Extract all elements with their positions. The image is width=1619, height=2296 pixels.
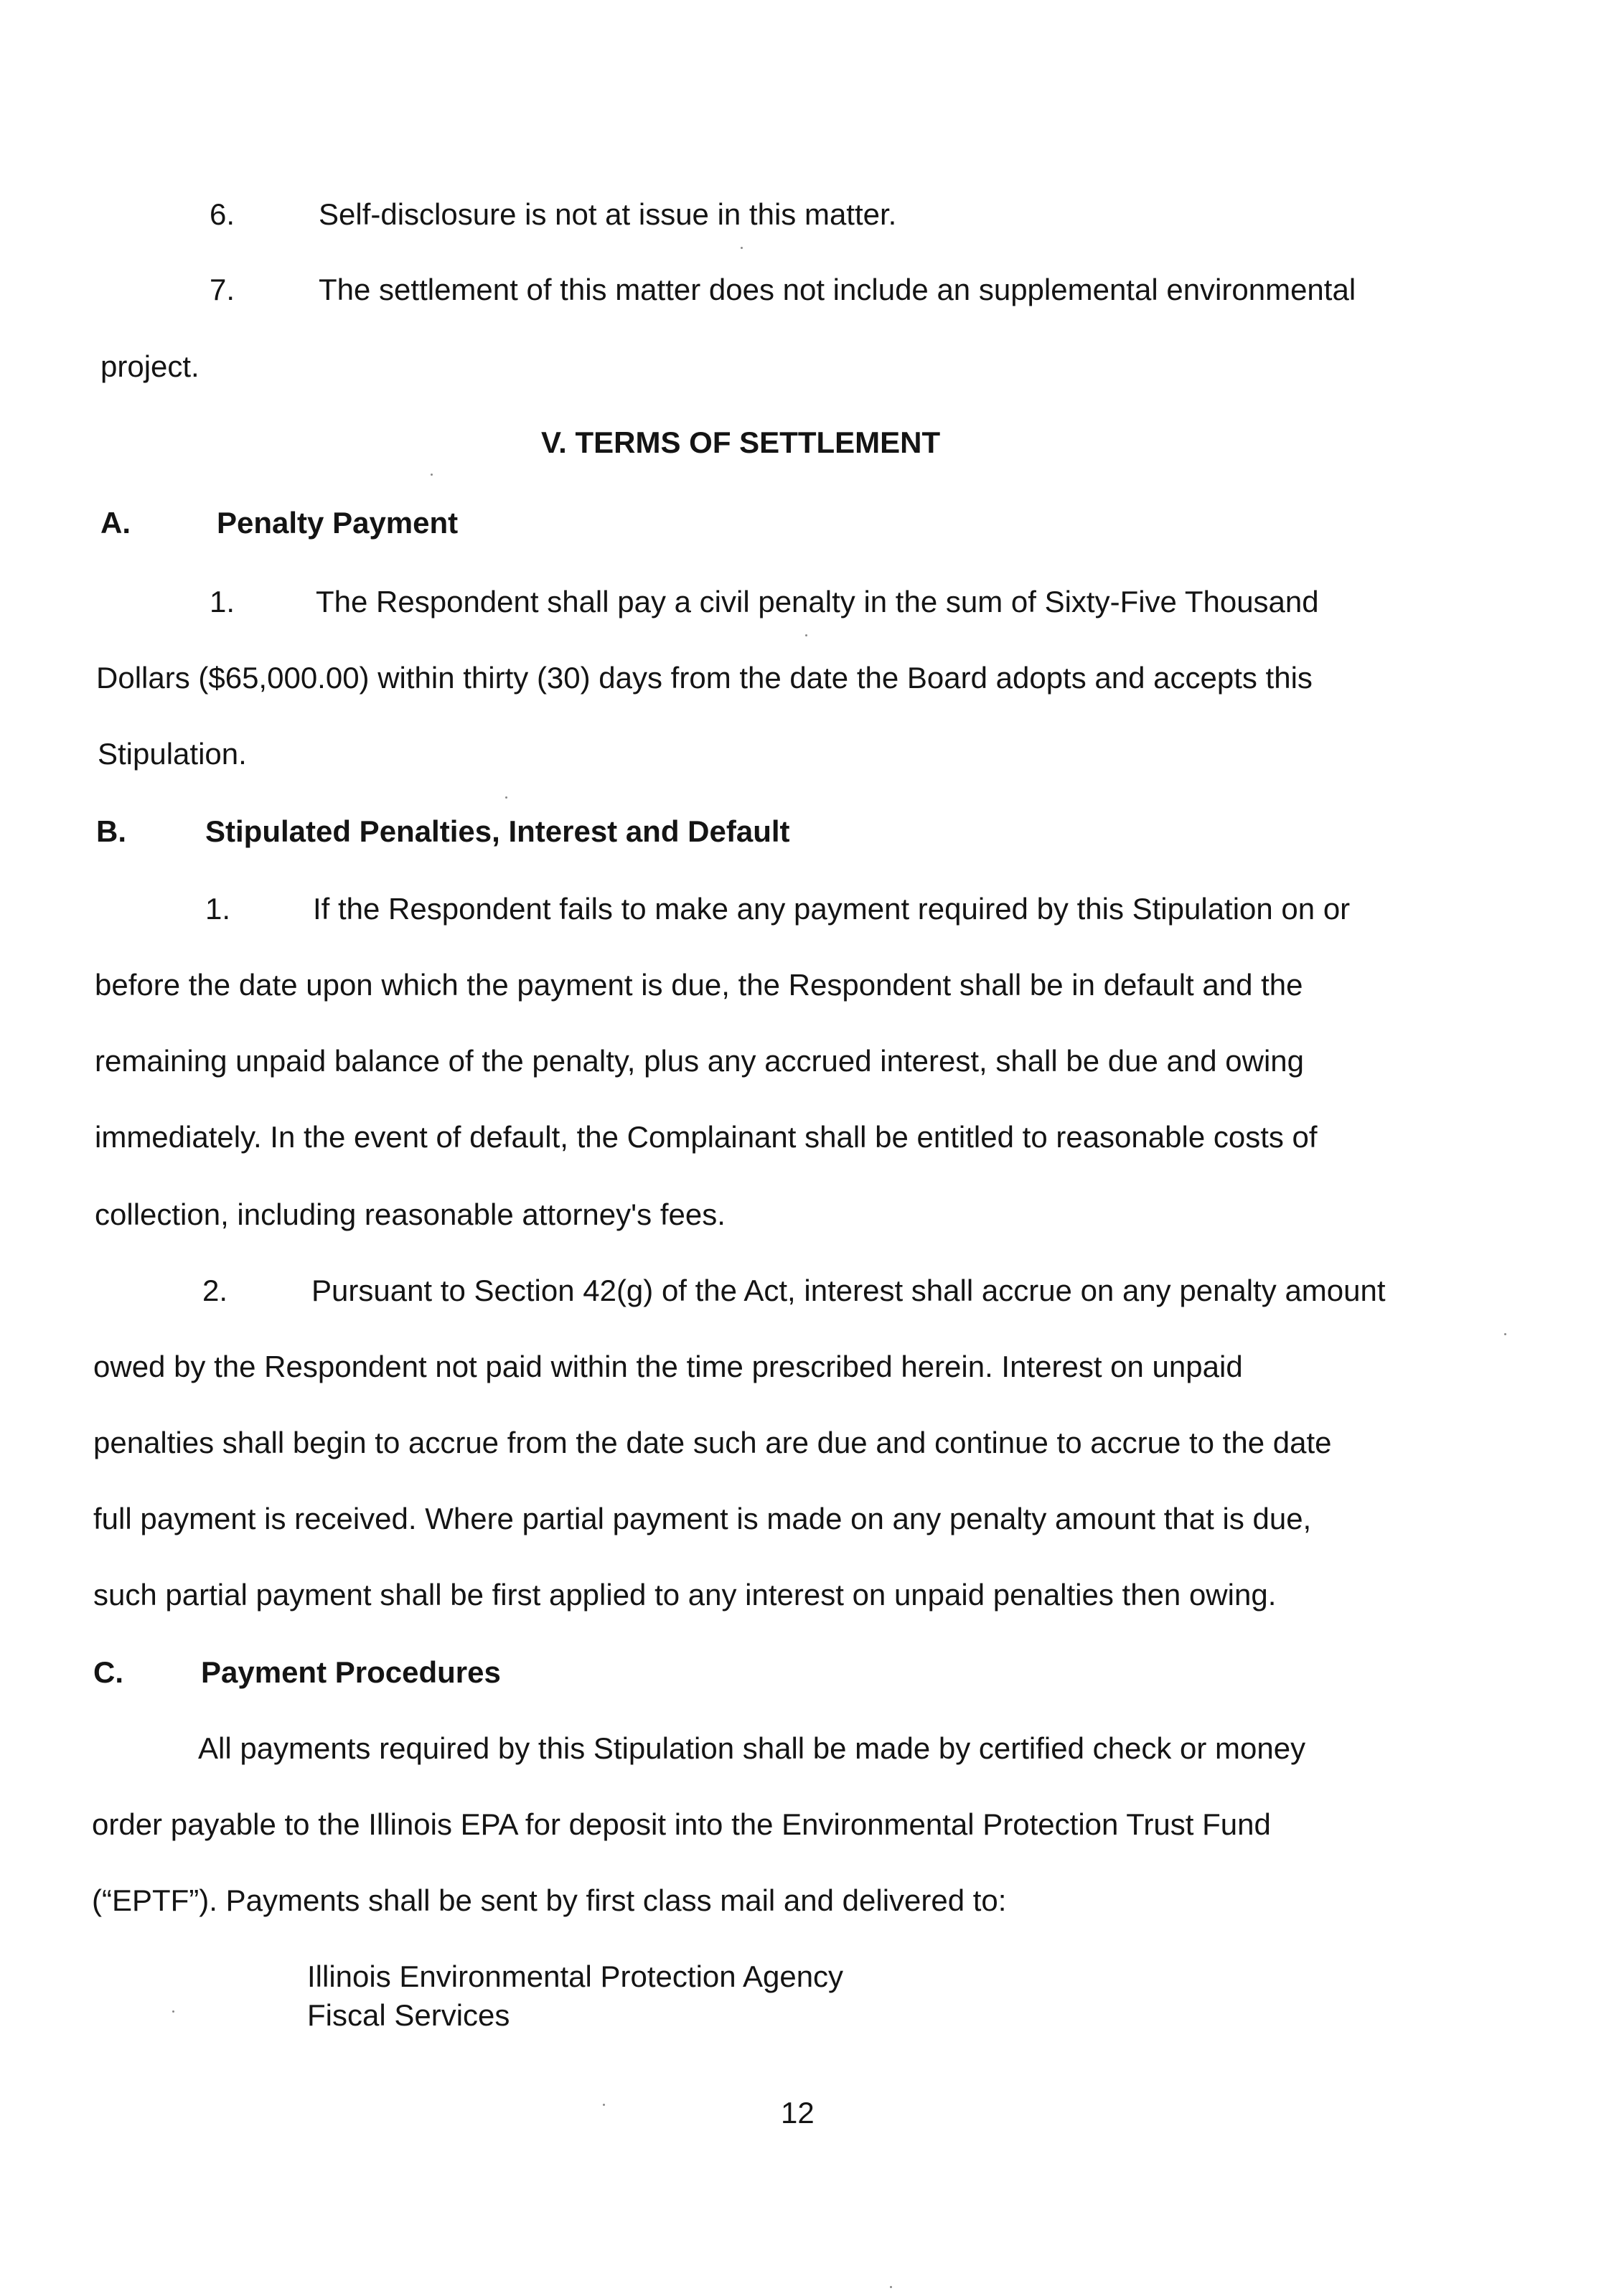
- stipulated-para-2-line-1: Pursuant to Section 42(g) of the Act, interest shall accrue on any penalty amount: [311, 1274, 1386, 1307]
- scan-speck: [431, 474, 433, 476]
- stipulated-para-1-line-2: before the date upon which the payment is due, the Respondent shall be in default and the: [95, 968, 1303, 1002]
- heading-a-letter: A.: [100, 506, 131, 540]
- penalty-para-1-line-1: The Respondent shall pay a civil penalty in the sum of Sixty-Five Thousand: [316, 585, 1319, 618]
- item-7-number: 7.: [210, 273, 235, 306]
- heading-c-title: Payment Procedures: [201, 1655, 501, 1689]
- heading-a-title: Penalty Payment: [217, 506, 459, 540]
- address-line-2: Fiscal Services: [307, 1998, 510, 2032]
- item-7-text-line-1: The settlement of this matter does not include an supplemental environmental: [319, 273, 1356, 306]
- stipulated-para-1-line-1: If the Respondent fails to make any payment required by this Stipulation on or: [313, 892, 1351, 926]
- stipulated-para-2-line-4: full payment is received. Where partial payment is made on any penalty amount that is due,: [93, 1502, 1312, 1535]
- scan-speck: [890, 2286, 892, 2288]
- stipulated-para-2-line-2: owed by the Respondent not paid within the time prescribed herein. Interest on unpaid: [93, 1350, 1243, 1383]
- item-6-text: Self-disclosure is not at issue in this matter.: [319, 197, 897, 231]
- address-line-1: Illinois Environmental Protection Agency: [307, 1959, 844, 1993]
- scan-speck: [505, 796, 507, 799]
- stipulated-para-1-number: 1.: [205, 892, 231, 926]
- payment-line-2: order payable to the Illinois EPA for deposit into the Environmental Protection Trust Fund: [92, 1807, 1271, 1841]
- stipulated-para-2-number: 2.: [202, 1274, 228, 1307]
- payment-line-3: (“EPTF”). Payments shall be sent by first class mail and delivered to:: [92, 1883, 1007, 1917]
- scan-speck: [603, 2104, 605, 2106]
- scan-speck: [805, 634, 807, 636]
- scan-speck: [741, 247, 743, 249]
- stipulated-para-1-line-4: immediately. In the event of default, the Complainant shall be entitled to reasonable costs of: [95, 1120, 1318, 1154]
- penalty-para-1-line-2: Dollars ($65,000.00) within thirty (30) days from the date the Board adopts and accepts this: [96, 661, 1313, 695]
- penalty-para-1-line-3: Stipulation.: [98, 737, 247, 771]
- heading-c-letter: C.: [93, 1655, 123, 1689]
- item-6-number: 6.: [210, 197, 235, 231]
- penalty-para-1-number: 1.: [210, 585, 235, 618]
- page-number: 12: [781, 2096, 815, 2130]
- heading-b-title: Stipulated Penalties, Interest and Default: [205, 814, 790, 848]
- stipulated-para-2-line-5: such partial payment shall be first applied to any interest on unpaid penalties then owing.: [93, 1578, 1277, 1612]
- stipulated-para-1-line-5: collection, including reasonable attorney's fees.: [95, 1198, 726, 1231]
- payment-line-1: All payments required by this Stipulation shall be made by certified check or money: [198, 1731, 1306, 1765]
- stipulated-para-1-line-3: remaining unpaid balance of the penalty, plus any accrued interest, shall be due and owing: [95, 1044, 1305, 1078]
- scan-speck: [1504, 1333, 1506, 1335]
- stipulated-para-2-line-3: penalties shall begin to accrue from the date such are due and continue to accrue to the date: [93, 1426, 1332, 1459]
- scan-speck: [172, 2010, 174, 2013]
- item-7-text-line-2: project.: [100, 349, 200, 383]
- heading-b-letter: B.: [96, 814, 126, 848]
- section-heading: V. TERMS OF SETTLEMENT: [541, 425, 941, 459]
